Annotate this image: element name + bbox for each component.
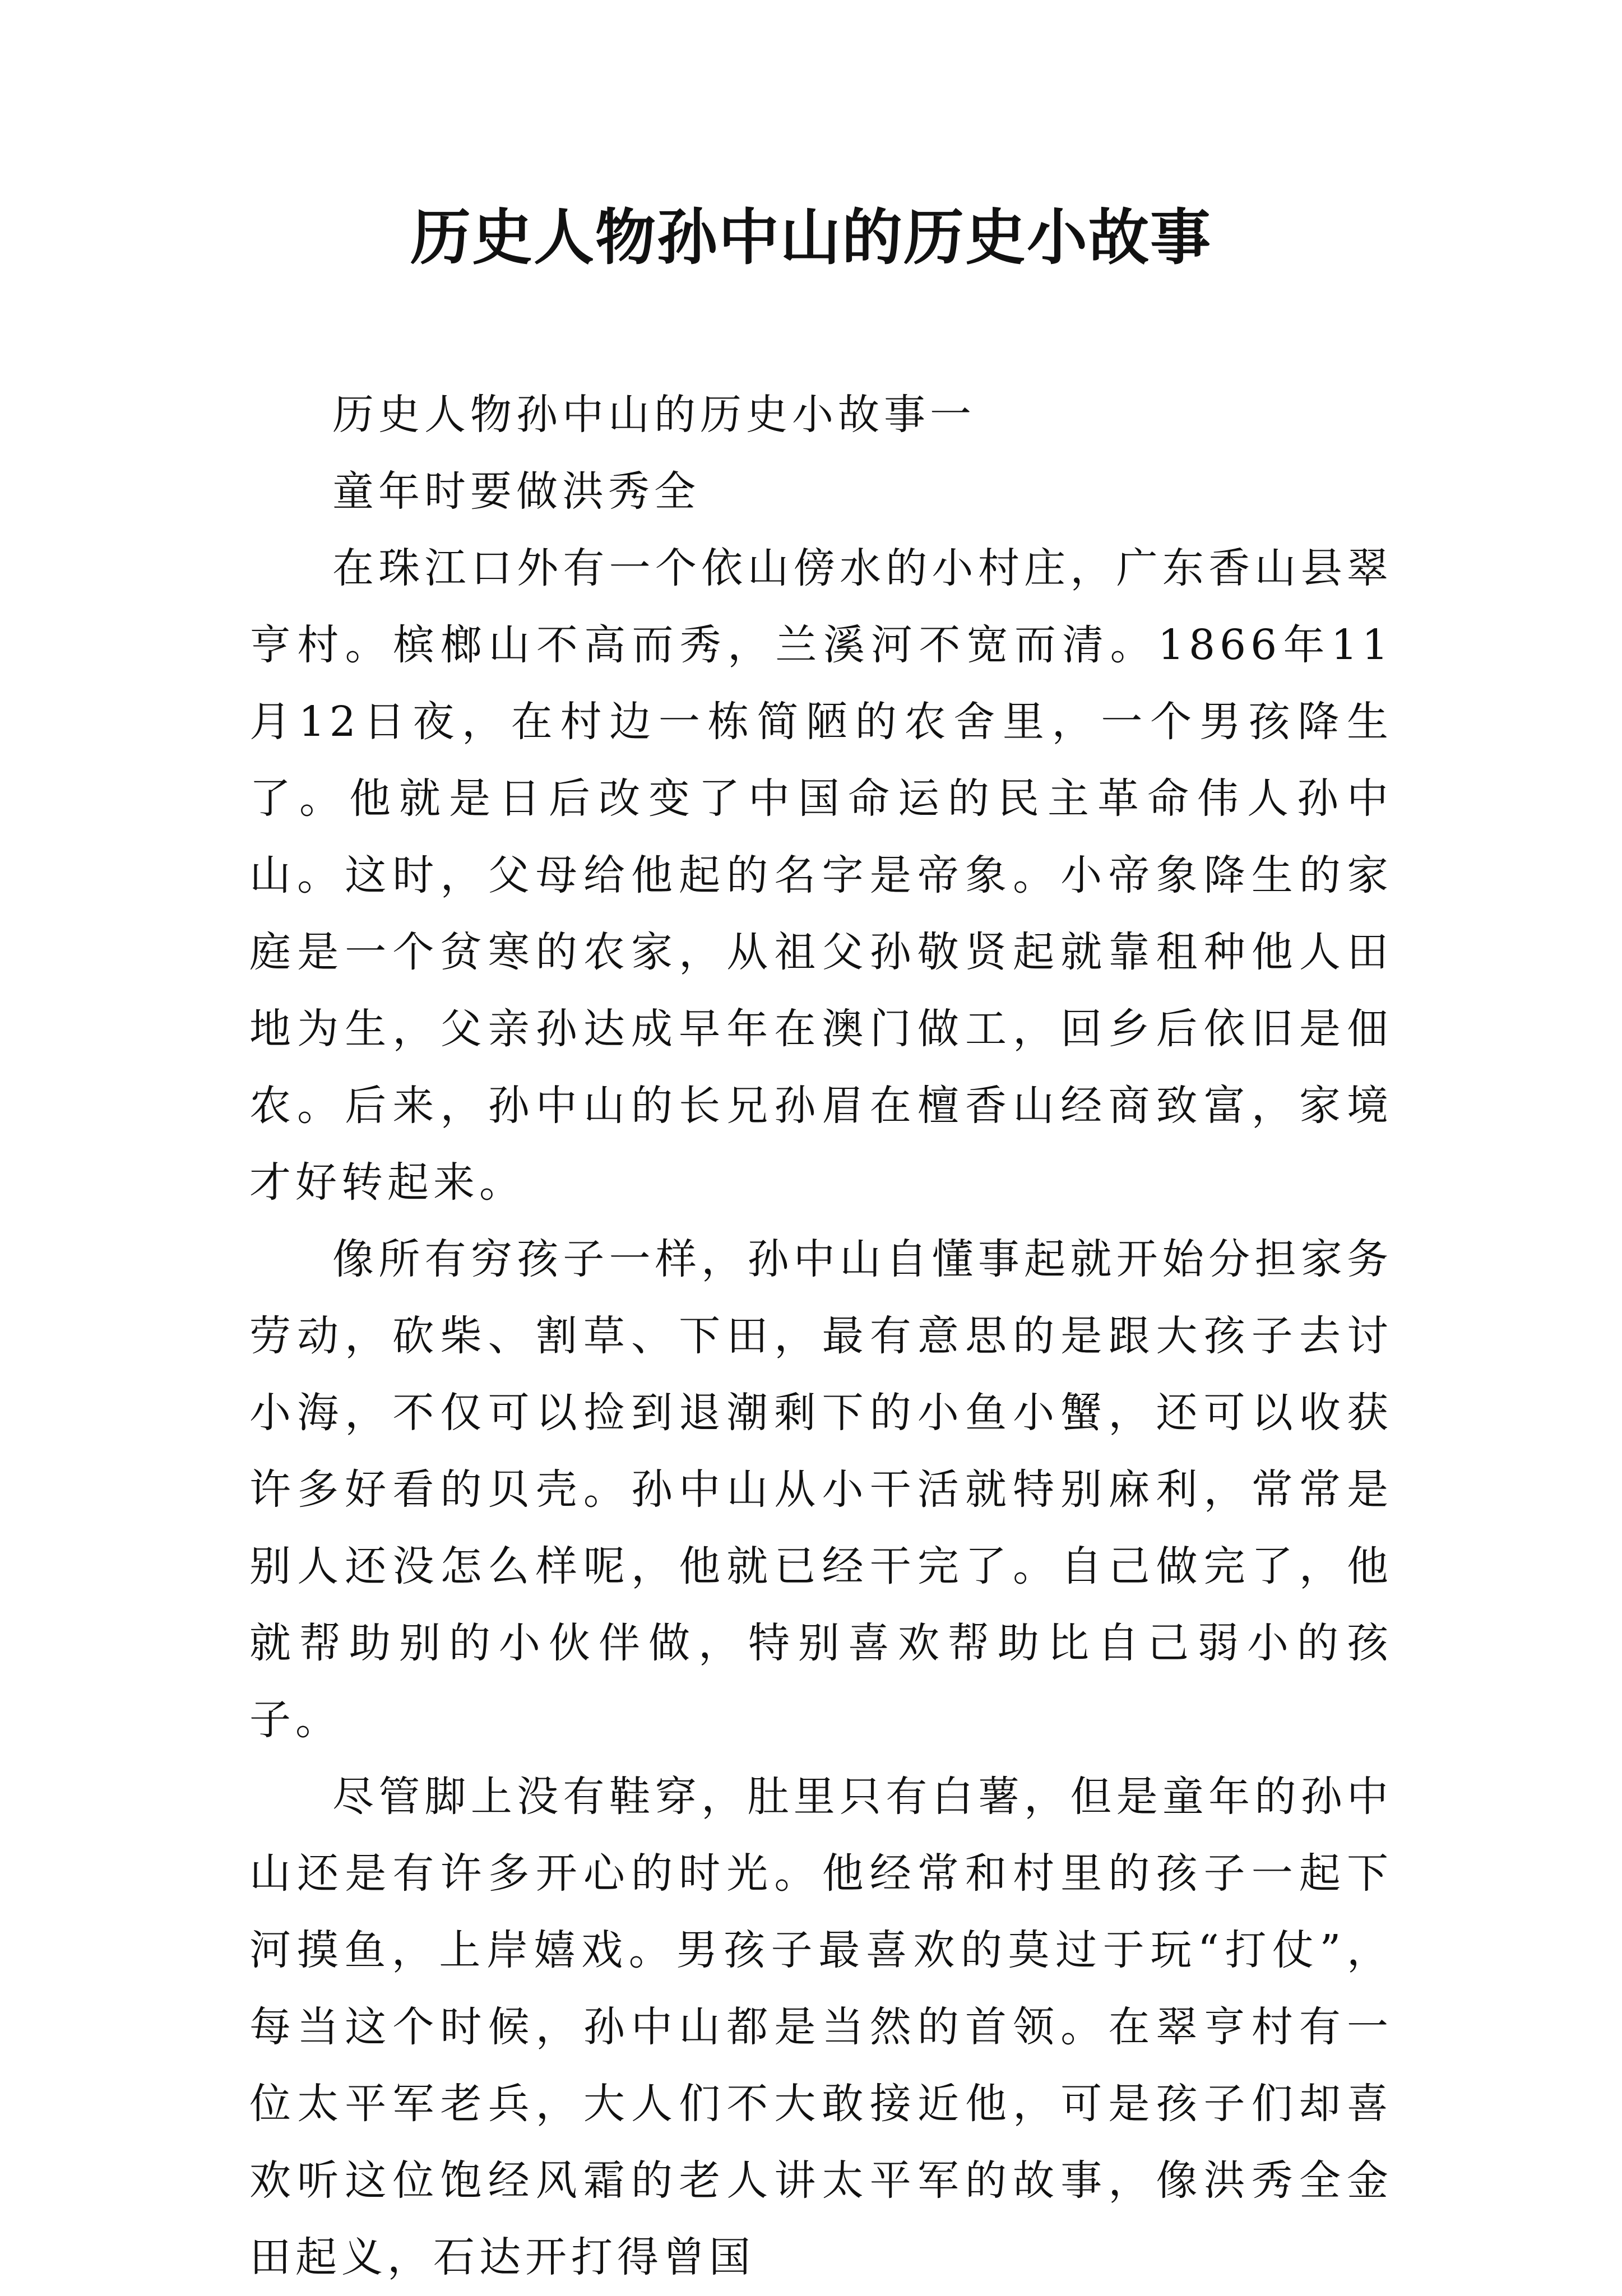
- subtitle: 历史人物孙中山的历史小故事一: [332, 391, 976, 439]
- body-paragraph: 尽管脚上没有鞋穿，肚里只有白薯，但是童年的孙中山还是有许多开心的时光。他经常和村里的孩子一起下河摸鱼，上岸嬉戏。男孩子最喜欢的莫过于玩“打仗”，每当这个时候，孙中山都是当然的首领。在翠亨村有一位太平军老兵，大人们不大敢接近他，可是孩子们却喜欢听这位饱经风霜的老人讲太平军的故事，像洪秀全金田起义，石达开打得曾国: [249, 1773, 1393, 2281]
- document-title: 历史人物孙中山的历史小故事: [410, 203, 1212, 273]
- body-paragraph: 在珠江口外有一个依山傍水的小村庄，广东香山县翠亨村。槟榔山不高而秀，兰溪河不宽而清。1866年11月12日夜，在村边一栋简陋的农舍里，一个男孩降生了。他就是日后改变了中国命运的民主革命伟人孙中山。这时，父母给他起的名字是帝象。小帝象降生的家庭是一个贫寒的农家，从祖父孙敬贤起就靠租种他人田地为生，父亲孙达成早年在澳门做工，回乡后依旧是佃农。后来，孙中山的长兄孙眉在檀香山经商致富，家境才好转起来。: [249, 544, 1393, 1207]
- body-paragraph: 像所有穷孩子一样，孙中山自懂事起就开始分担家务劳动，砍柴、割草、下田，最有意思的是跟大孩子去讨小海，不仅可以捡到退潮剩下的小鱼小蟹，还可以收获许多好看的贝壳。孙中山从小干活就特别麻利，常常是别人还没怎么样呢，他就已经干完了。自己做完了，他就帮助别的小伙伴做，特别喜欢帮助比自己弱小的孩子。: [249, 1235, 1393, 1744]
- section-heading: 童年时要做洪秀全: [332, 467, 700, 516]
- document-body: [249, 377, 1393, 2296]
